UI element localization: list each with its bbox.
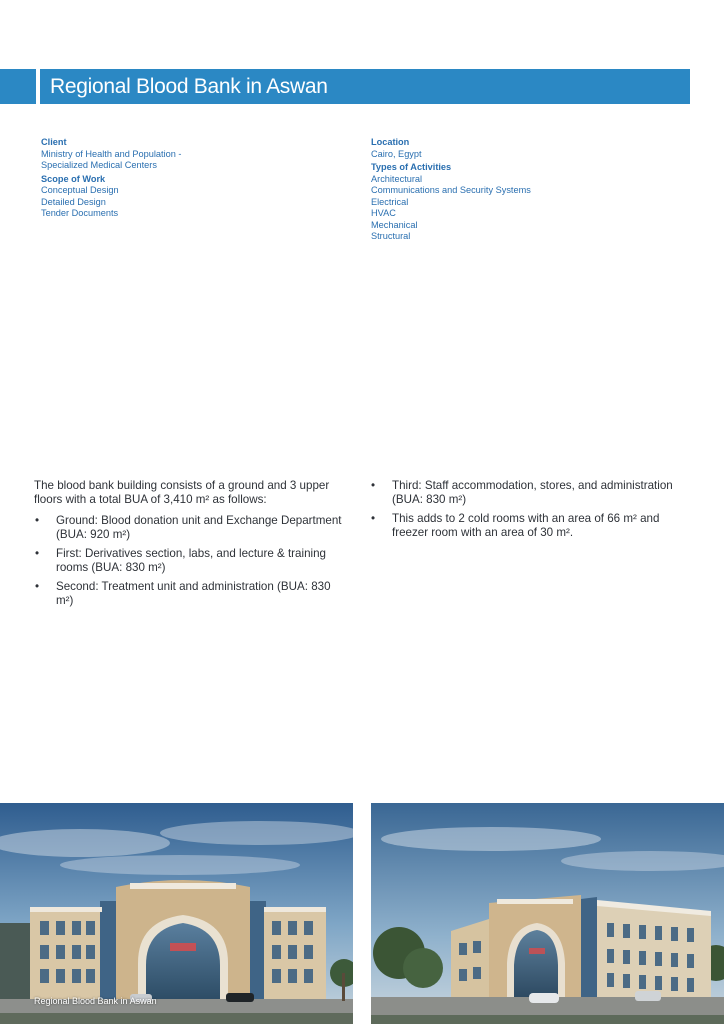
list-item: • Third: Staff accommodation, stores, and administration (BUA: 830 m²)	[370, 479, 685, 507]
location-label: Location	[371, 137, 410, 147]
location-value: Cairo, Egypt	[371, 148, 422, 159]
description-column-right	[370, 479, 685, 545]
description-column-left	[34, 479, 349, 613]
activity-item: HVAC	[371, 208, 396, 218]
list-item: • Ground: Blood donation unit and Exchange Department (BUA: 920 m²)	[34, 514, 349, 542]
activity-item: Electrical	[371, 196, 409, 207]
info-column-left	[41, 137, 341, 220]
scope-item: Conceptual Design	[41, 185, 119, 195]
client-line: Specialized Medical Centers	[41, 160, 157, 170]
floor-list-continued	[370, 479, 685, 540]
building-rendering-perspective	[371, 803, 724, 1024]
floor-list	[34, 514, 349, 608]
photo-caption: Regional Blood Bank in Aswan	[34, 996, 157, 1006]
info-column-right	[371, 137, 671, 243]
activity-item: Structural	[371, 231, 411, 241]
list-item: • Second: Treatment unit and administration (BUA: 830 m²)	[34, 580, 349, 608]
list-item: • This adds to 2 cold rooms with an area of 66 m² and freezer room with an area of 30 m².	[370, 512, 685, 540]
scope-label: Scope of Work	[41, 173, 106, 184]
activity-item: Architectural	[371, 173, 423, 184]
list-item: • First: Derivatives section, labs, and lecture & training rooms (BUA: 830 m²)	[34, 547, 349, 575]
page-title: Regional Blood Bank in Aswan	[50, 74, 328, 98]
scope-item: Tender Documents	[41, 208, 119, 218]
building-rendering-front	[0, 803, 353, 1024]
description-intro: The blood bank building consists of a ground and 3 upper floors with a total BUA of 3,410 m² as follows:	[34, 479, 330, 506]
activities-label: Types of Activities	[371, 162, 452, 172]
client-line: Ministry of Health and Population -	[41, 148, 182, 159]
scope-item: Detailed Design	[41, 196, 106, 207]
title-bar	[40, 69, 690, 104]
header-accent-tab	[0, 69, 36, 104]
client-label: Client	[41, 137, 67, 147]
activity-item: Communications and Security Systems	[371, 185, 531, 195]
activity-item: Mechanical	[371, 219, 418, 230]
